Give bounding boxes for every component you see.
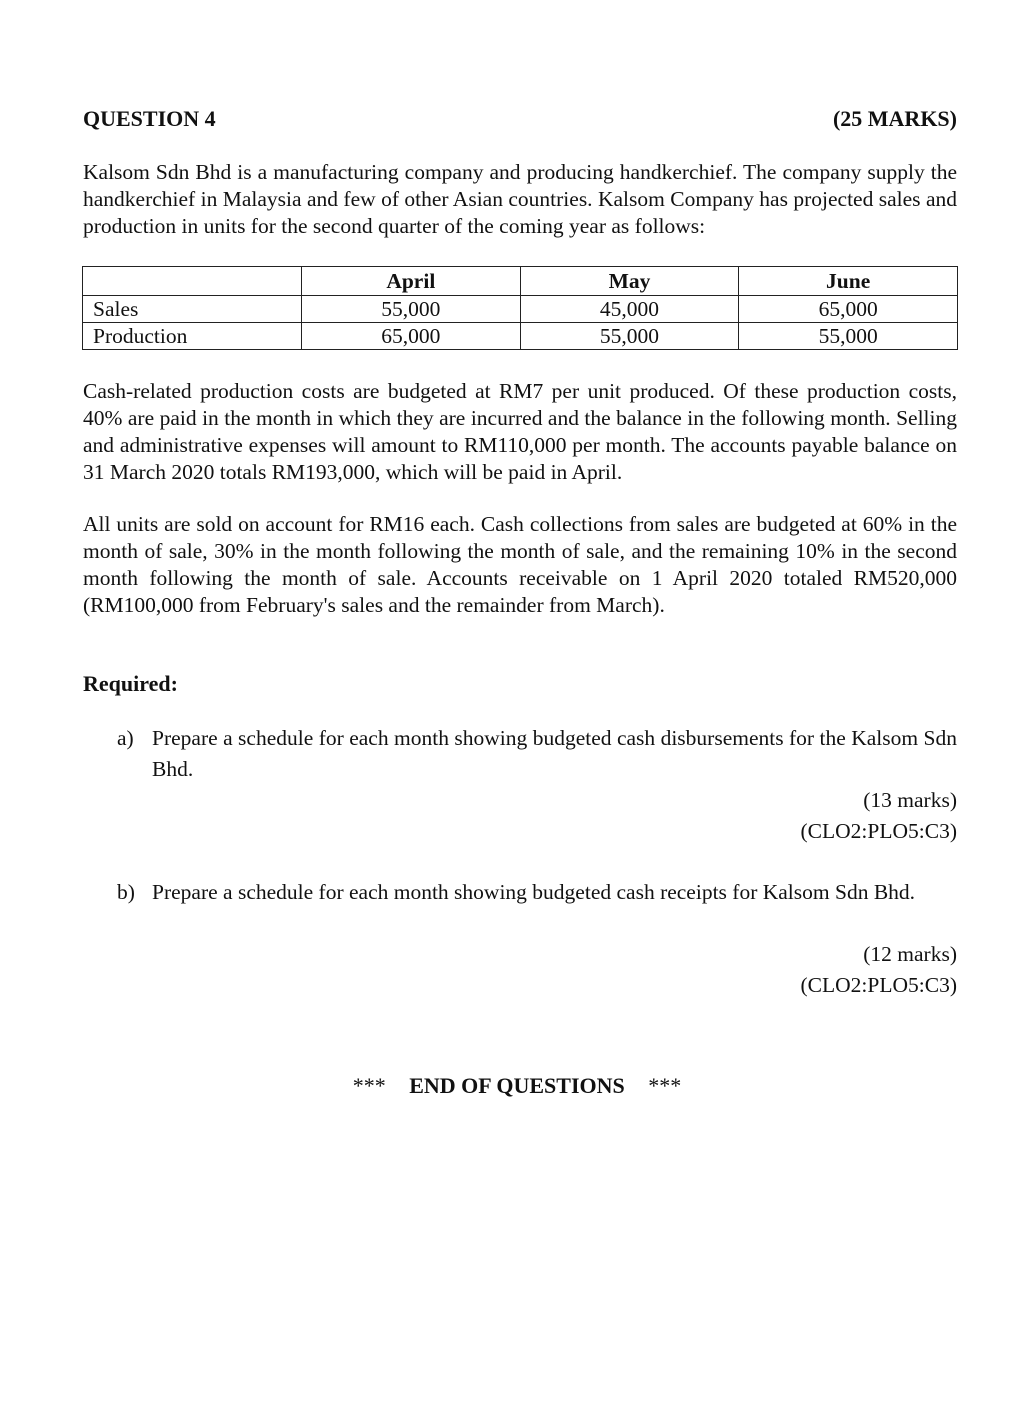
question-header	[83, 106, 957, 134]
end-text: END OF QUESTIONS	[409, 1073, 625, 1098]
table-cell: 65,000	[302, 323, 521, 350]
question-marks: (25 MARKS)	[832, 106, 957, 131]
table-cell: 55,000	[302, 296, 521, 323]
table-row	[83, 323, 958, 350]
item-text: Prepare a schedule for each month showing budgeted cash disbursements for the Kalsom Sdn Bhd.	[152, 726, 957, 781]
item-text: Prepare a schedule for each month showing budgeted cash receipts for Kalsom Sdn Bhd.	[152, 880, 916, 904]
item-letter: b)	[117, 880, 135, 904]
required-item-b	[117, 877, 957, 908]
table-header-row	[83, 267, 958, 296]
clo-value: (CLO2:PLO5:C3)	[800, 973, 957, 997]
required-item-a	[117, 723, 957, 785]
table-header-cell	[83, 267, 302, 296]
sales-paragraph: All units are sold on account for RM16 each. Cash collections from sales are budgeted at 60% in the month of sale, 30% in the month following the month of sale, and the remaining 10% in the second month following the month of sale. Accounts receivable on 1 April 2020 totaled RM520,000 (RM100,000 from February's sales and the remainder from March).	[83, 512, 957, 617]
table-header-cell: May	[520, 267, 739, 296]
intro-paragraph: Kalsom Sdn Bhd is a manufacturing company and producing handkerchief. The company supply the handkerchief in Malaysia and few of other Asian countries. Kalsom Company has projected sales and production in units for the second quarter of the coming year as follows:	[83, 160, 957, 238]
table-cell: 65,000	[739, 296, 958, 323]
table-header-cell: June	[739, 267, 958, 296]
marks-value: (12 marks)	[863, 942, 957, 966]
table-row	[83, 296, 958, 323]
marks-block-a	[801, 785, 957, 847]
end-of-questions	[0, 1073, 1034, 1099]
stars-right: ***	[648, 1073, 682, 1098]
question-title: QUESTION 4	[83, 106, 216, 131]
table-cell: 55,000	[520, 323, 739, 350]
item-letter: a)	[117, 726, 134, 750]
costs-paragraph: Cash-related production costs are budgeted at RM7 per unit produced. Of these production costs, 40% are paid in the month in which they are incurred and the balance in the following month. Selling and administrative expenses will amount to RM110,000 per month. The accounts payable balance on 31 March 2020 totals RM193,000, which will be paid in April.	[83, 379, 957, 484]
required-heading: Required:	[83, 671, 178, 696]
stars-left: ***	[352, 1073, 386, 1098]
sales-production-table	[82, 266, 958, 350]
row-label: Sales	[83, 296, 302, 323]
table-cell: 45,000	[520, 296, 739, 323]
marks-block-b	[801, 939, 957, 1001]
table-header-cell: April	[302, 267, 521, 296]
marks-value: (13 marks)	[863, 788, 957, 812]
table-cell: 55,000	[739, 323, 958, 350]
row-label: Production	[83, 323, 302, 350]
clo-value: (CLO2:PLO5:C3)	[800, 819, 957, 843]
